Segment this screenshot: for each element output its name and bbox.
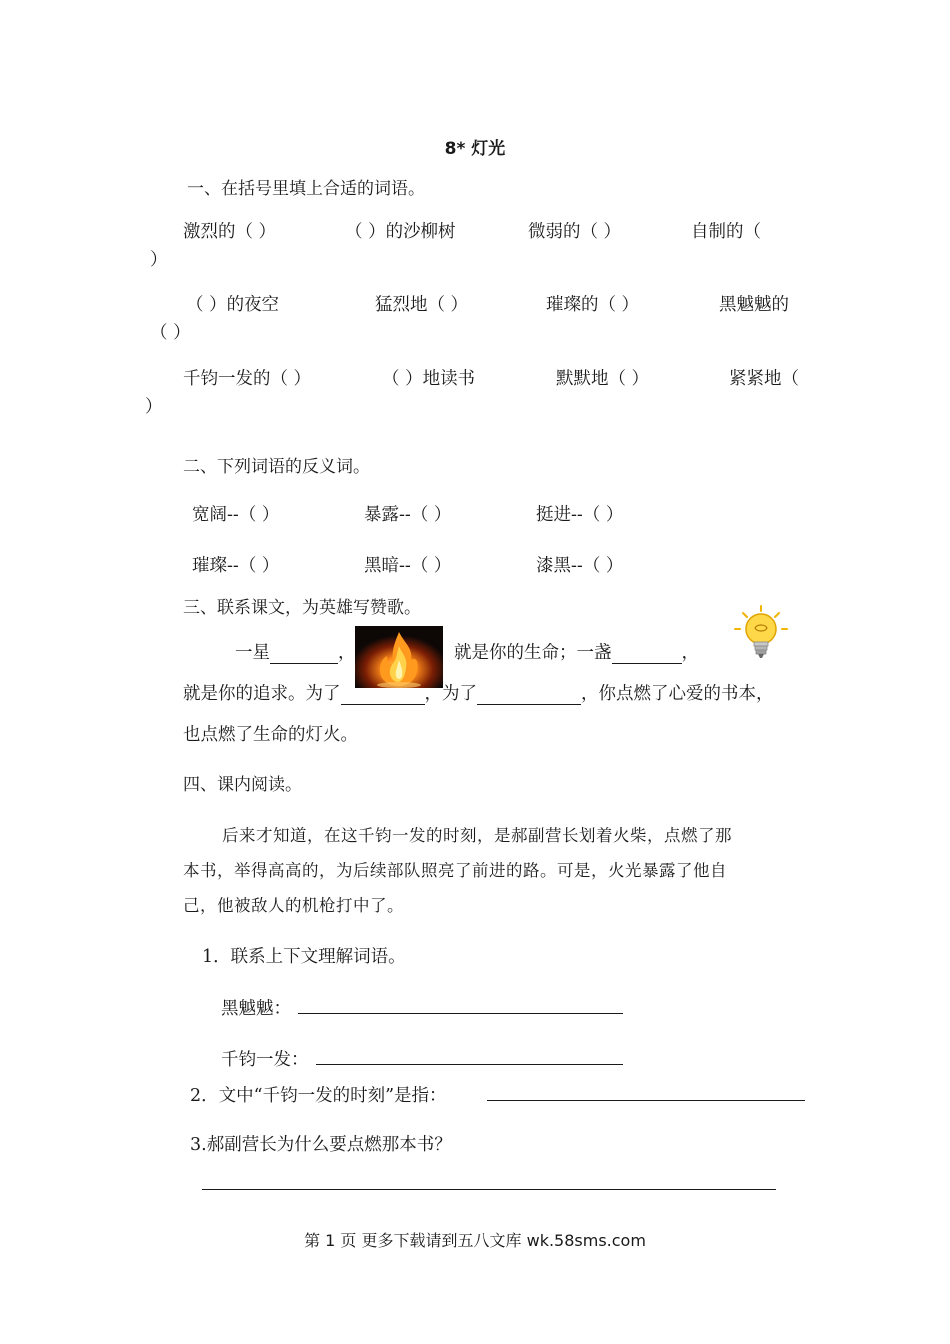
s3-line2 xyxy=(183,680,774,705)
s3-comma-1: ， xyxy=(338,643,356,663)
s1-row1-a: 激烈的（ ） xyxy=(183,222,277,242)
s3-text-weile: ，为了 xyxy=(424,684,477,704)
section2-heading: 二、下列词语的反义词。 xyxy=(183,457,370,477)
s1-row3-b: （ ）地读书 xyxy=(382,369,476,389)
s1-row1-c: 微弱的（ ） xyxy=(528,222,622,242)
s2-row1-a: 宽阔--（ ） xyxy=(192,505,280,525)
s1-row3-a: 千钧一发的（ ） xyxy=(183,369,312,389)
q1a-label: 黑魆魆： xyxy=(221,999,291,1019)
passage-line-1: 后来才知道，在这千钧一发的时刻，是郝副营长划着火柴，点燃了那 xyxy=(222,826,732,845)
s3-comma-2: ， xyxy=(681,643,699,663)
fire-image xyxy=(355,626,443,688)
s1-row2-e: （ ） xyxy=(150,323,191,343)
s1-row1-b: （ ）的沙柳树 xyxy=(345,222,456,242)
s1-row3-e: ） xyxy=(145,397,163,417)
s2-row2-b: 黑暗--（ ） xyxy=(364,556,452,576)
s3-blank-4[interactable] xyxy=(477,684,581,705)
s1-row2-a: （ ）的夜空 xyxy=(186,295,280,315)
s1-row2-b: 猛烈地（ ） xyxy=(375,295,469,315)
s2-row1-c: 挺进--（ ） xyxy=(536,505,624,525)
passage-line-2: 本书，举得高高的，为后续部队照亮了前进的路。可是，火光暴露了他自 xyxy=(183,861,727,880)
s3-line1-end xyxy=(454,639,699,664)
s3-text-pursuit: 就是你的追求。为了 xyxy=(183,684,341,704)
s1-row2-c: 璀璨的（ ） xyxy=(546,295,640,315)
q1a-answer-line[interactable] xyxy=(298,1013,623,1014)
s2-row2-c: 漆黑--（ ） xyxy=(536,556,624,576)
page-footer: 第 1 页 更多下载请到五八文库 wk.58sms.com xyxy=(304,1231,646,1250)
s2-row2-a: 璀璨--（ ） xyxy=(192,556,280,576)
s3-text-life: 就是你的生命；一盏 xyxy=(454,643,612,663)
section3-heading: 三、联系课文，为英雄写赞歌。 xyxy=(183,598,421,618)
s3-text-yixing: 一星 xyxy=(235,643,270,663)
page-title: 8* 灯光 xyxy=(444,139,506,159)
s3-text-book: ，你点燃了心爱的书本， xyxy=(581,684,774,704)
s3-blank-2[interactable] xyxy=(612,643,682,664)
section1-heading: 一、在括号里填上合适的词语。 xyxy=(187,179,425,199)
question-1: 1．联系上下文理解词语。 xyxy=(202,947,406,967)
s1-row2-d: 黑魆魆的 xyxy=(719,295,789,315)
s3-line1-start xyxy=(235,639,356,664)
question-3: 3.郝副营长为什么要点燃那本书？ xyxy=(190,1135,452,1155)
q1b-answer-line[interactable] xyxy=(316,1064,623,1065)
s1-row3-d: 紧紧地（ xyxy=(729,369,799,389)
q3-answer-line[interactable] xyxy=(202,1189,776,1190)
passage-line-3: 己，他被敌人的机枪打中了。 xyxy=(183,896,404,915)
s1-row1-e: ） xyxy=(150,250,168,270)
light-bulb-image xyxy=(731,604,791,664)
s1-row1-d: 自制的（ xyxy=(691,222,761,242)
s3-blank-1[interactable] xyxy=(270,643,338,664)
section4-heading: 四、课内阅读。 xyxy=(183,775,302,795)
question-2: 2．文中“千钧一发的时刻”是指： xyxy=(190,1086,447,1106)
s1-row3-c: 默默地（ ） xyxy=(556,369,650,389)
q2-answer-line[interactable] xyxy=(487,1100,805,1101)
q1b-label: 千钧一发： xyxy=(221,1050,309,1070)
s3-blank-3[interactable] xyxy=(341,684,425,705)
s2-row1-b: 暴露--（ ） xyxy=(364,505,452,525)
s3-line3: 也点燃了生命的灯火。 xyxy=(183,725,358,745)
